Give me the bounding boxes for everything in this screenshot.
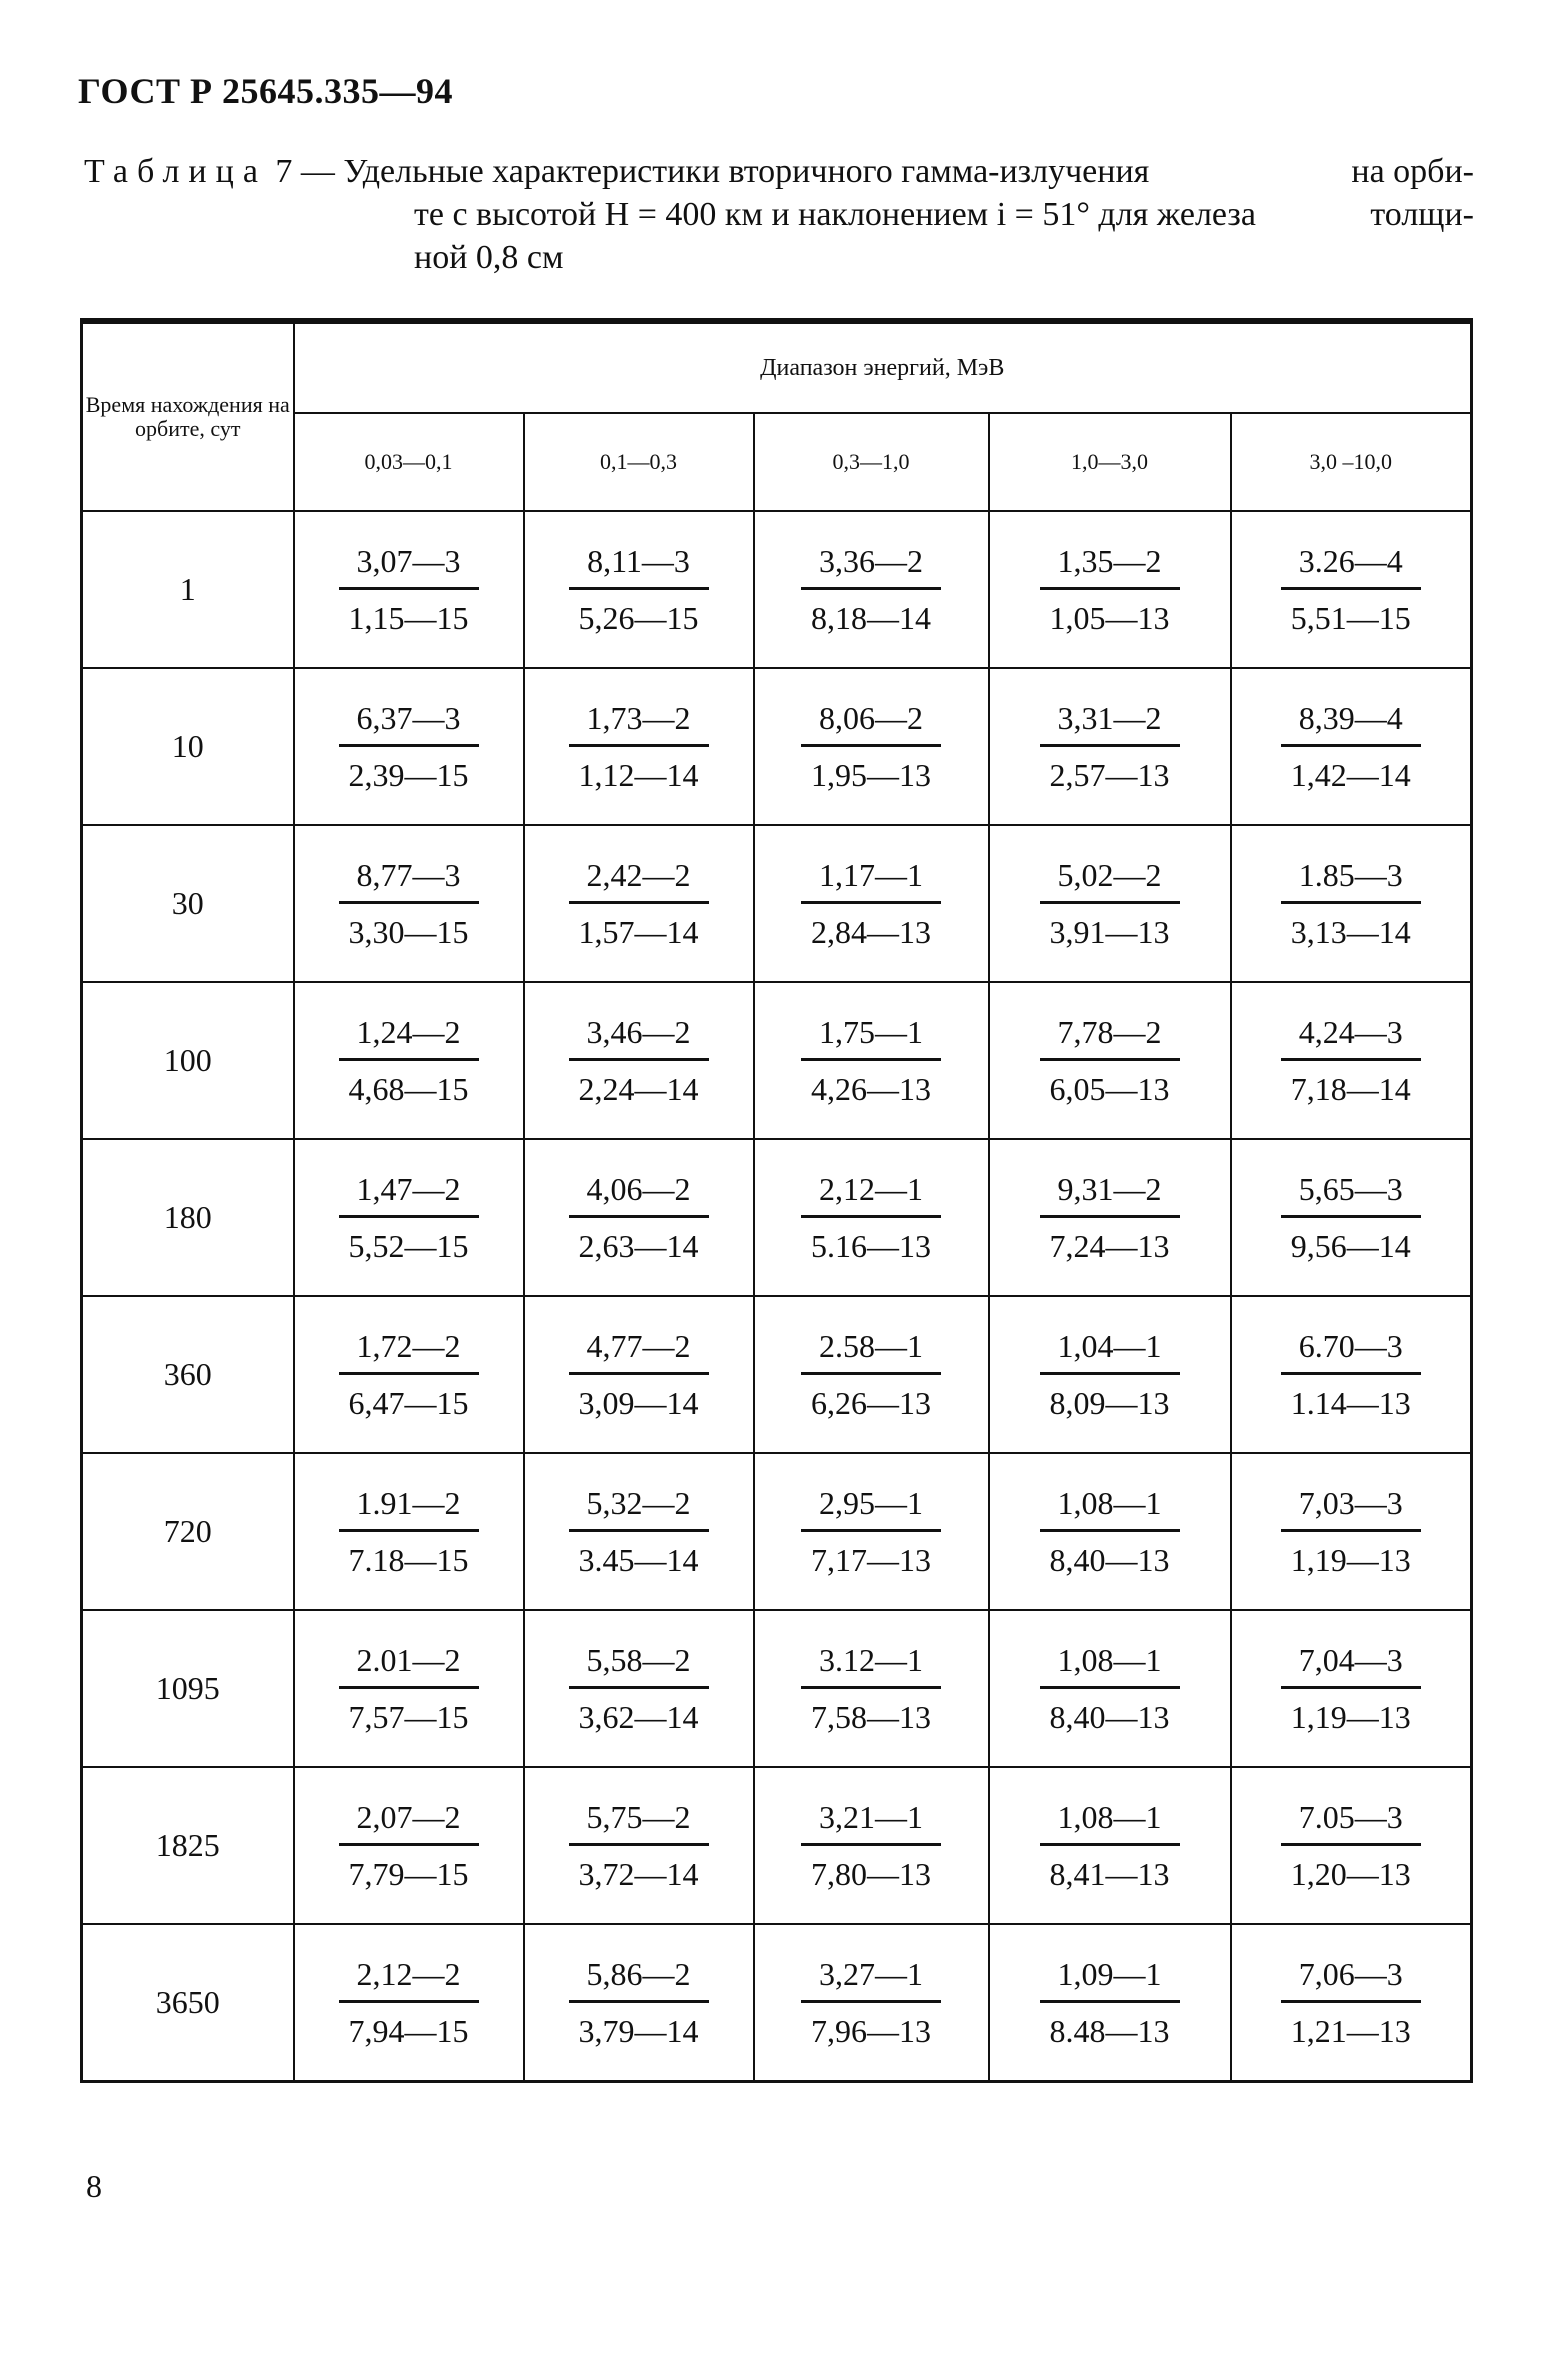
- fraction-numerator: 7,78—2: [1040, 1016, 1180, 1061]
- fraction-denominator: 8,18—14: [811, 600, 931, 636]
- row-time-label: 30: [82, 825, 294, 982]
- fraction-denominator: 6,05—13: [1049, 1071, 1170, 1107]
- table-row: [82, 1924, 1472, 2082]
- page-number: 8: [86, 2168, 102, 2204]
- table-row: [82, 668, 1472, 825]
- table-cell: [524, 825, 754, 982]
- fraction-numerator: 7,04—3: [1281, 1644, 1421, 1689]
- fraction-value: [801, 1330, 941, 1419]
- fraction-value: [339, 1016, 479, 1105]
- fraction-value: [1040, 1644, 1180, 1733]
- table-row: [82, 982, 1472, 1139]
- fraction-value: [801, 1173, 941, 1262]
- fraction-numerator: 5,32—2: [569, 1487, 709, 1532]
- fraction-numerator: 1.91—2: [339, 1487, 479, 1532]
- fraction-denominator: 7,17—13: [811, 1542, 931, 1578]
- fraction-denominator: 1,12—14: [578, 757, 699, 793]
- caption-label: Таблица: [84, 153, 267, 190]
- fraction-denominator: 1,20—13: [1290, 1856, 1411, 1892]
- fraction-denominator: 1,42—14: [1290, 757, 1411, 793]
- table-cell: [524, 1610, 754, 1767]
- fraction-numerator: 1,24—2: [339, 1016, 479, 1061]
- fraction-value: [339, 545, 479, 634]
- fraction-numerator: 3,46—2: [569, 1016, 709, 1061]
- energy-range-column: 0,3—1,0: [754, 413, 989, 511]
- row-time-label: 180: [82, 1139, 294, 1296]
- table-cell: [294, 1767, 524, 1924]
- fraction-value: [1281, 1644, 1421, 1733]
- fraction-value: [1281, 1016, 1421, 1105]
- table-cell: [294, 982, 524, 1139]
- fraction-denominator: 7,18—14: [1290, 1071, 1411, 1107]
- fraction-denominator: 3,62—14: [578, 1699, 699, 1735]
- fraction-denominator: 1.14—13: [1290, 1385, 1411, 1421]
- table-cell: [1231, 1924, 1472, 2082]
- fraction-numerator: 2,07—2: [339, 1801, 479, 1846]
- fraction-value: [1040, 1958, 1180, 2047]
- fraction-value: [801, 702, 941, 791]
- fraction-value: [1281, 1173, 1421, 1262]
- fraction-numerator: 8,06—2: [801, 702, 941, 747]
- table-cell: [294, 668, 524, 825]
- fraction-numerator: 4,77—2: [569, 1330, 709, 1375]
- fraction-denominator: 3,91—13: [1049, 914, 1170, 950]
- fraction-value: [1040, 1487, 1180, 1576]
- table-cell: [1231, 1767, 1472, 1924]
- table-cell: [524, 982, 754, 1139]
- caption-line2-end: толщи-: [1370, 196, 1474, 233]
- fraction-denominator: 3,13—14: [1290, 914, 1411, 950]
- table-caption: [84, 150, 1474, 279]
- fraction-denominator: 5,26—15: [578, 600, 699, 636]
- fraction-value: [1040, 1330, 1180, 1419]
- table-cell: [524, 1767, 754, 1924]
- table-cell: [989, 1610, 1231, 1767]
- row-time-label: 1825: [82, 1767, 294, 1924]
- table-row: [82, 1139, 1472, 1296]
- fraction-value: [1281, 545, 1421, 634]
- table-cell: [989, 1453, 1231, 1610]
- table-cell: [754, 1924, 989, 2082]
- fraction-denominator: 7,58—13: [811, 1699, 931, 1735]
- fraction-numerator: 1,47—2: [339, 1173, 479, 1218]
- fraction-value: [1281, 1487, 1421, 1576]
- fraction-numerator: 8,77—3: [339, 859, 479, 904]
- fraction-numerator: 1,08—1: [1040, 1644, 1180, 1689]
- fraction-value: [339, 1801, 479, 1890]
- table-cell: [294, 1924, 524, 2082]
- row-time-label: 10: [82, 668, 294, 825]
- fraction-denominator: 1,19—13: [1290, 1699, 1411, 1735]
- fraction-value: [339, 859, 479, 948]
- table-cell: [989, 1296, 1231, 1453]
- fraction-numerator: 7,06—3: [1281, 1958, 1421, 2003]
- fraction-denominator: 3,09—14: [578, 1385, 699, 1421]
- fraction-value: [569, 1330, 709, 1419]
- fraction-numerator: 6,37—3: [339, 702, 479, 747]
- fraction-numerator: 5,75—2: [569, 1801, 709, 1846]
- fraction-value: [1281, 859, 1421, 948]
- energy-range-column: 1,0—3,0: [989, 413, 1231, 511]
- table-cell: [989, 982, 1231, 1139]
- fraction-numerator: 1,17—1: [801, 859, 941, 904]
- fraction-denominator: 7,24—13: [1049, 1228, 1170, 1264]
- table-cell: [754, 1767, 989, 1924]
- table-cell: [989, 1767, 1231, 1924]
- fraction-value: [1040, 702, 1180, 791]
- fraction-denominator: 6,26—13: [811, 1385, 931, 1421]
- fraction-denominator: 9,56—14: [1290, 1228, 1411, 1264]
- table-cell: [294, 825, 524, 982]
- fraction-denominator: 7,94—15: [348, 2013, 469, 2049]
- fraction-denominator: 7.18—15: [348, 1542, 469, 1578]
- caption-line1-text: 7 — Удельные характеристики вторичного гамма-излучения: [275, 153, 1150, 190]
- fraction-numerator: 2,95—1: [801, 1487, 941, 1532]
- fraction-numerator: 3,21—1: [801, 1801, 941, 1846]
- fraction-numerator: 1,08—1: [1040, 1487, 1180, 1532]
- fraction-numerator: 1,35—2: [1040, 545, 1180, 590]
- table-cell: [989, 1139, 1231, 1296]
- table-cell: [754, 825, 989, 982]
- fraction-value: [801, 545, 941, 634]
- fraction-denominator: 3,72—14: [578, 1856, 699, 1892]
- fraction-numerator: 3,36—2: [801, 545, 941, 590]
- fraction-value: [569, 702, 709, 791]
- fraction-value: [339, 1958, 479, 2047]
- table-cell: [989, 825, 1231, 982]
- fraction-numerator: 1,08—1: [1040, 1801, 1180, 1846]
- table-cell: [1231, 825, 1472, 982]
- fraction-numerator: 4,24—3: [1281, 1016, 1421, 1061]
- fraction-denominator: 3.45—14: [578, 1542, 699, 1578]
- table-cell: [524, 511, 754, 668]
- fraction-denominator: 2,63—14: [578, 1228, 699, 1264]
- caption-line1-end: на орби-: [1351, 153, 1474, 190]
- fraction-value: [569, 1958, 709, 2047]
- fraction-denominator: 2,39—15: [348, 757, 469, 793]
- table-cell: [989, 1924, 1231, 2082]
- fraction-numerator: 2,12—1: [801, 1173, 941, 1218]
- fraction-value: [801, 1016, 941, 1105]
- table-cell: [524, 668, 754, 825]
- table-body: [82, 511, 1472, 2082]
- fraction-denominator: 2,84—13: [811, 914, 931, 950]
- fraction-denominator: 1,19—13: [1290, 1542, 1411, 1578]
- fraction-denominator: 8.48—13: [1049, 2013, 1170, 2049]
- table-row: [82, 825, 1472, 982]
- fraction-value: [1040, 545, 1180, 634]
- fraction-denominator: 8,40—13: [1049, 1699, 1170, 1735]
- caption-line2-text: те с высотой H = 400 км и наклонением i = 51° для железа: [414, 196, 1256, 233]
- fraction-value: [569, 1173, 709, 1262]
- table-row: [82, 1296, 1472, 1453]
- fraction-value: [801, 859, 941, 948]
- fraction-denominator: 5,52—15: [348, 1228, 469, 1264]
- fraction-denominator: 8,40—13: [1049, 1542, 1170, 1578]
- table-cell: [754, 1610, 989, 1767]
- fraction-value: [801, 1801, 941, 1890]
- table-cell: [524, 1296, 754, 1453]
- fraction-value: [1040, 1801, 1180, 1890]
- fraction-denominator: 1,95—13: [811, 757, 931, 793]
- table-cell: [989, 511, 1231, 668]
- table-cell: [754, 982, 989, 1139]
- fraction-numerator: 1,72—2: [339, 1330, 479, 1375]
- fraction-denominator: 5.16—13: [811, 1228, 931, 1264]
- table-cell: [294, 1139, 524, 1296]
- fraction-value: [569, 1644, 709, 1733]
- fraction-denominator: 2,24—14: [578, 1071, 699, 1107]
- fraction-numerator: 2,12—2: [339, 1958, 479, 2003]
- table-row: [82, 511, 1472, 668]
- document-header: ГОСТ Р 25645.335—94: [78, 71, 453, 111]
- fraction-value: [1281, 1330, 1421, 1419]
- fraction-numerator: 1,73—2: [569, 702, 709, 747]
- fraction-denominator: 3,79—14: [578, 2013, 699, 2049]
- table-cell: [524, 1139, 754, 1296]
- table-cell: [754, 1296, 989, 1453]
- fraction-denominator: 8,09—13: [1049, 1385, 1170, 1421]
- fraction-denominator: 4,26—13: [811, 1071, 931, 1107]
- fraction-denominator: 2,57—13: [1049, 757, 1170, 793]
- table-cell: [294, 1610, 524, 1767]
- table-cell: [1231, 1610, 1472, 1767]
- table-cell: [1231, 511, 1472, 668]
- fraction-numerator: 3,31—2: [1040, 702, 1180, 747]
- fraction-value: [1040, 1016, 1180, 1105]
- table-cell: [1231, 1453, 1472, 1610]
- row-time-label: 720: [82, 1453, 294, 1610]
- fraction-denominator: 8,41—13: [1049, 1856, 1170, 1892]
- table-cell: [754, 511, 989, 668]
- fraction-numerator: 1,04—1: [1040, 1330, 1180, 1375]
- fraction-value: [339, 702, 479, 791]
- fraction-value: [1281, 702, 1421, 791]
- energy-range-column: 3,0 –10,0: [1231, 413, 1472, 511]
- table-cell: [754, 1139, 989, 1296]
- table-cell: [524, 1453, 754, 1610]
- fraction-numerator: 2.58—1: [801, 1330, 941, 1375]
- fraction-denominator: 1,15—15: [348, 600, 469, 636]
- fraction-numerator: 3.12—1: [801, 1644, 941, 1689]
- time-column-header: Время нахождения на орбите, сут: [82, 321, 294, 511]
- fraction-denominator: 7,79—15: [348, 1856, 469, 1892]
- table-cell: [754, 668, 989, 825]
- fraction-denominator: 1,05—13: [1049, 600, 1170, 636]
- caption-line3-text: ной 0,8 см: [414, 239, 564, 276]
- fraction-value: [801, 1644, 941, 1733]
- fraction-numerator: 7,03—3: [1281, 1487, 1421, 1532]
- row-time-label: 1095: [82, 1610, 294, 1767]
- fraction-numerator: 4,06—2: [569, 1173, 709, 1218]
- fraction-numerator: 5,86—2: [569, 1958, 709, 2003]
- table-cell: [1231, 1296, 1472, 1453]
- fraction-denominator: 4,68—15: [348, 1071, 469, 1107]
- fraction-denominator: 1,21—13: [1290, 2013, 1411, 2049]
- fraction-value: [1281, 1958, 1421, 2047]
- table-cell: [989, 668, 1231, 825]
- row-time-label: 1: [82, 511, 294, 668]
- fraction-numerator: 3.26—4: [1281, 545, 1421, 590]
- fraction-value: [1040, 1173, 1180, 1262]
- table-cell: [294, 1296, 524, 1453]
- fraction-value: [339, 1330, 479, 1419]
- energy-range-column: 0,03—0,1: [294, 413, 524, 511]
- fraction-denominator: 3,30—15: [348, 914, 469, 950]
- fraction-numerator: 3,07—3: [339, 545, 479, 590]
- table-row: [82, 1453, 1472, 1610]
- fraction-denominator: 6,47—15: [348, 1385, 469, 1421]
- fraction-value: [569, 545, 709, 634]
- fraction-numerator: 8,11—3: [569, 545, 709, 590]
- table-cell: [1231, 668, 1472, 825]
- fraction-numerator: 3,27—1: [801, 1958, 941, 2003]
- fraction-denominator: 7,80—13: [811, 1856, 931, 1892]
- row-time-label: 100: [82, 982, 294, 1139]
- table-cell: [294, 511, 524, 668]
- table-cell: [1231, 1139, 1472, 1296]
- table-row: [82, 1767, 1472, 1924]
- table-cell: [754, 1453, 989, 1610]
- fraction-value: [339, 1487, 479, 1576]
- fraction-value: [569, 859, 709, 948]
- fraction-value: [569, 1801, 709, 1890]
- fraction-numerator: 1,75—1: [801, 1016, 941, 1061]
- fraction-numerator: 1.85—3: [1281, 859, 1421, 904]
- fraction-denominator: 1,57—14: [578, 914, 699, 950]
- row-time-label: 3650: [82, 1924, 294, 2082]
- energy-range-header: Диапазон энергий, МэВ: [294, 321, 1472, 413]
- fraction-numerator: 6.70—3: [1281, 1330, 1421, 1375]
- fraction-denominator: 7,96—13: [811, 2013, 931, 2049]
- fraction-numerator: 8,39—4: [1281, 702, 1421, 747]
- fraction-value: [1040, 859, 1180, 948]
- fraction-value: [801, 1958, 941, 2047]
- fraction-numerator: 5,58—2: [569, 1644, 709, 1689]
- fraction-value: [569, 1016, 709, 1105]
- fraction-value: [339, 1173, 479, 1262]
- table-cell: [294, 1453, 524, 1610]
- energy-range-column: 0,1—0,3: [524, 413, 754, 511]
- fraction-value: [569, 1487, 709, 1576]
- fraction-value: [801, 1487, 941, 1576]
- fraction-numerator: 5,02—2: [1040, 859, 1180, 904]
- fraction-denominator: 7,57—15: [348, 1699, 469, 1735]
- table-cell: [1231, 982, 1472, 1139]
- fraction-denominator: 5,51—15: [1290, 600, 1411, 636]
- data-table: [80, 318, 1473, 2083]
- fraction-numerator: 5,65—3: [1281, 1173, 1421, 1218]
- fraction-numerator: 9,31—2: [1040, 1173, 1180, 1218]
- fraction-numerator: 2.01—2: [339, 1644, 479, 1689]
- fraction-value: [1281, 1801, 1421, 1890]
- row-time-label: 360: [82, 1296, 294, 1453]
- fraction-numerator: 2,42—2: [569, 859, 709, 904]
- fraction-numerator: 1,09—1: [1040, 1958, 1180, 2003]
- fraction-value: [339, 1644, 479, 1733]
- table-row: [82, 1610, 1472, 1767]
- fraction-numerator: 7.05—3: [1281, 1801, 1421, 1846]
- table-cell: [524, 1924, 754, 2082]
